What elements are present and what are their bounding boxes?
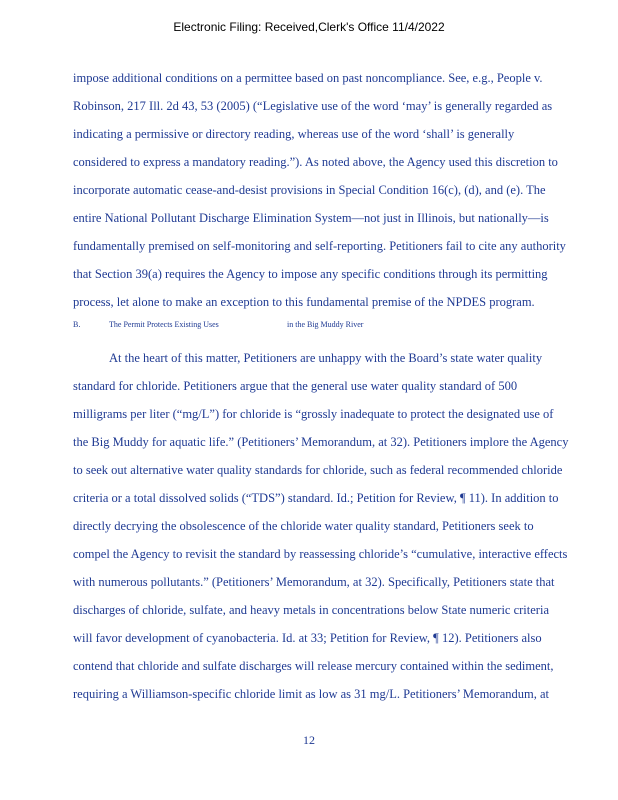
text-line: contend that chloride and sulfate discharges will release mercury contained within the sediment, <box>73 659 554 673</box>
text-line: discharges of chloride, sulfate, and heavy metals in concentrations below State numeric criteria <box>73 603 549 617</box>
paragraph-2 <box>73 344 573 708</box>
text-line: fundamentally premised on self-monitoring and self-reporting. Petitioners fail to cite any authority <box>73 239 566 253</box>
paragraph-1 <box>73 64 573 316</box>
text-line: At the heart of this matter, Petitioners are unhappy with the Board’s state water quality <box>109 351 543 365</box>
text-line: entire National Pollutant Discharge Elimination System—not just in Illinois, but nationally—is <box>73 211 549 225</box>
text-line: milligrams per liter (“mg/L”) for chloride is “grossly inadequate to protect the designated use of <box>73 407 554 421</box>
text-line: the Big Muddy for aquatic life.” (Petitioners’ Memorandum, at 32). Petitioners implore the Agency <box>73 435 569 449</box>
filing-stamp-header: Electronic Filing: Received,Clerk's Office 11/4/2022 <box>173 20 445 34</box>
section-title-part1: The Permit Protects Existing Uses <box>109 320 219 329</box>
text-line: indicating a permissive or directory reading, whereas use of the word ‘shall’ is generally <box>73 127 515 141</box>
text-line: will favor development of cyanobacteria. Id. at 33; Petition for Review, ¶ 12). Petitioners also <box>73 631 542 645</box>
text-line: to seek out alternative water quality standards for chloride, such as federal recommended chloride <box>73 463 563 477</box>
section-title-part2: in the Big Muddy River <box>287 320 364 329</box>
text-line: Robinson, 217 Ill. 2d 43, 53 (2005) (“Legislative use of the word ‘may’ is generally regarded as <box>73 99 553 113</box>
text-line: requiring a Williamson-specific chloride limit as low as 31 mg/L. Petitioners’ Memorandum, at <box>73 687 550 701</box>
text-line: incorporate automatic cease-and-desist provisions in Special Condition 16(c), (d), and (e). The <box>73 183 546 197</box>
text-line: criteria or a total dissolved solids (“TDS”) standard. Id.; Petition for Review, ¶ 11). In addition to <box>73 491 559 505</box>
text-line: compel the Agency to revisit the standard by reassessing chloride’s “cumulative, interactive effects <box>73 547 568 561</box>
text-line: directly decrying the obsolescence of the chloride water quality standard, Petitioners seek to <box>73 519 534 533</box>
text-line: impose additional conditions on a permittee based on past noncompliance. See, e.g., People v. <box>73 71 543 85</box>
page-number: 12 <box>303 733 315 747</box>
text-line: that Section 39(a) requires the Agency to impose any specific conditions through its permitting <box>73 267 548 281</box>
text-line: process, let alone to make an exception to this fundamental premise of the NPDES program. <box>73 295 535 309</box>
text-line: considered to express a mandatory reading.”). As noted above, the Agency used this discretion to <box>73 155 558 169</box>
text-line: standard for chloride. Petitioners argue that the general use water quality standard of 500 <box>73 379 518 393</box>
section-letter: B. <box>73 320 81 329</box>
text-line: with numerous pollutants.” (Petitioners’ Memorandum, at 32). Specifically, Petitioners state that <box>73 575 555 589</box>
